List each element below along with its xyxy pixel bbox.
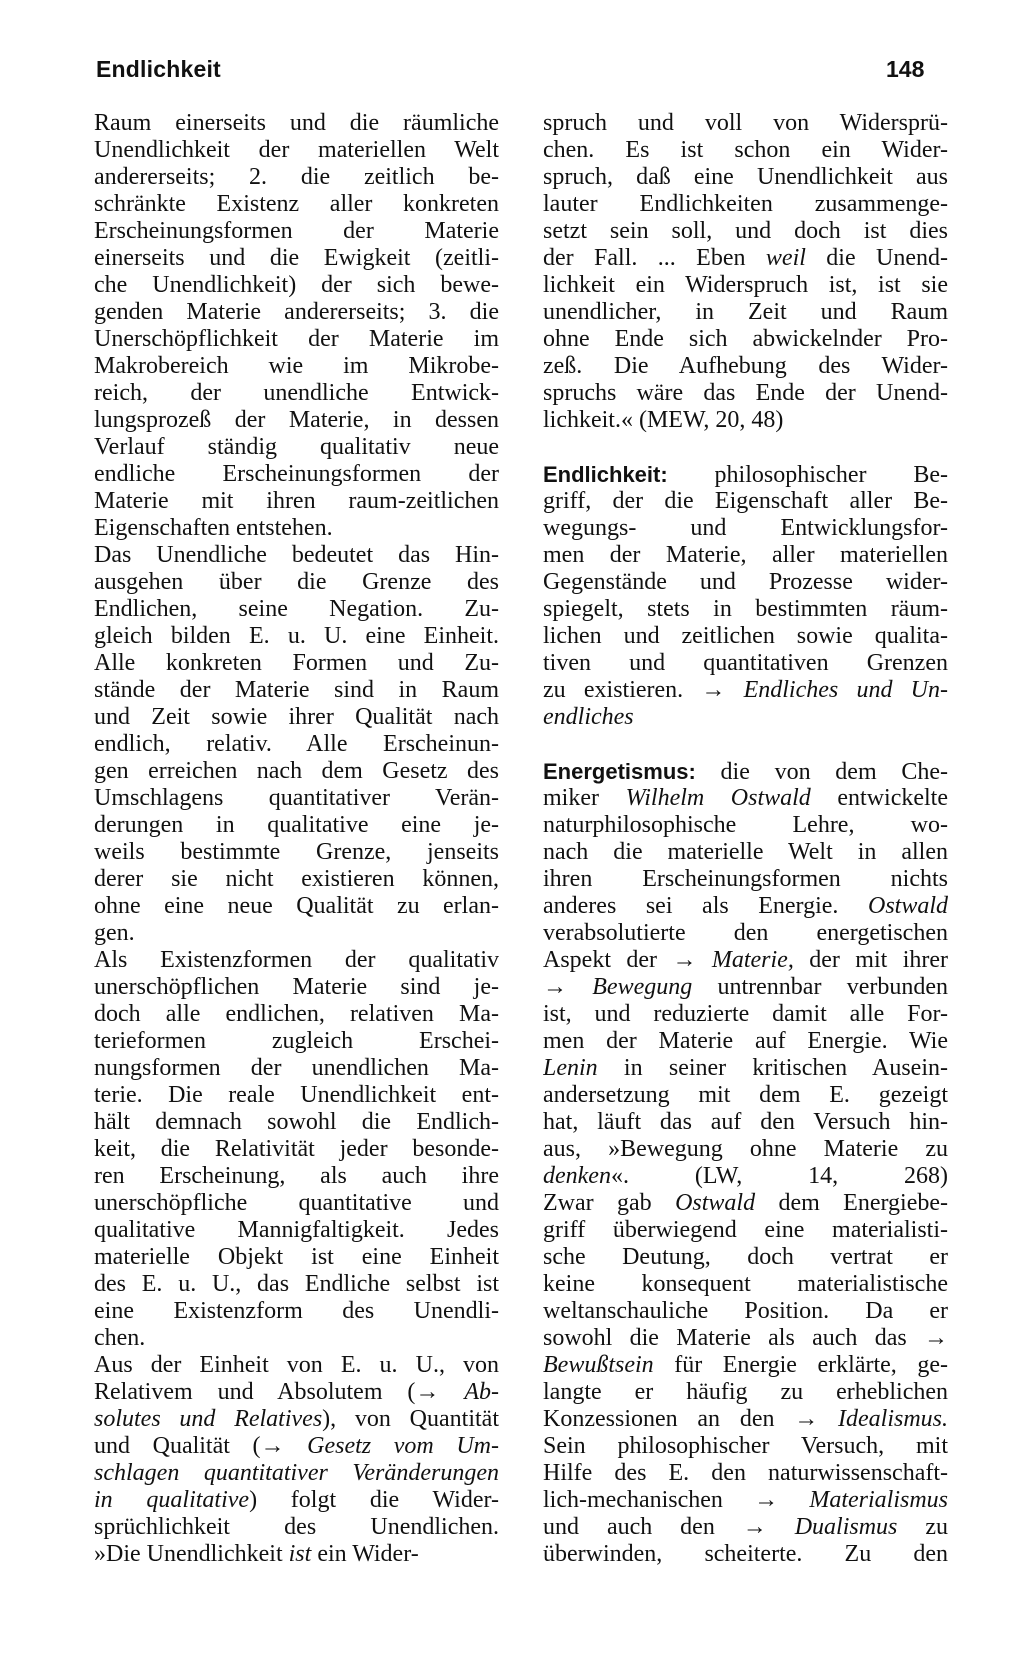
text-line: terie. Die reale Unendlichkeit ent- (94, 1082, 499, 1108)
text-line: miker Wilhelm Ostwald entwickelte (543, 785, 948, 811)
text-line: Materie mit ihren raum-zeitlichen (94, 488, 499, 514)
text-line: keine konsequent materialistische (543, 1271, 948, 1297)
text-line: und Qualität (→ Gesetz vom Um- (94, 1433, 499, 1459)
text-line: einerseits und die Ewigkeit (zeitli- (94, 245, 499, 271)
paragraph-gap (543, 731, 948, 758)
text-line: Makrobereich wie im Mikrobe- (94, 353, 499, 379)
text-line: lichen und zeitlichen sowie qualita- (543, 623, 948, 649)
text-line: wegungs- und Entwicklungsfor- (543, 515, 948, 541)
text-line: endliche Erscheinungsformen der (94, 461, 499, 487)
text-line: Unendlichkeit der materiellen Welt (94, 137, 499, 163)
text-line: Alle konkreten Formen und Zu- (94, 650, 499, 676)
page-number: 148 (886, 56, 925, 82)
text-line: denken«. (LW, 14, 268) (543, 1163, 948, 1189)
text-line: lichkeit ein Widerspruch ist, ist sie (543, 272, 948, 298)
text-line: schlagen quantitativer Veränderungen (94, 1460, 499, 1486)
text-line: unerschöpfliche quantitative und (94, 1190, 499, 1216)
text-line: Gegenstände und Prozesse wider- (543, 569, 948, 595)
text-line: Das Unendliche bedeutet das Hin- (94, 542, 499, 568)
text-line: genden Materie andererseits; 3. die (94, 299, 499, 325)
text-line: hält demnach sowohl die Endlich- (94, 1109, 499, 1135)
text-line: unerschöpflichen Materie sind je- (94, 974, 499, 1000)
text-line: eine Existenzform des Unendli- (94, 1298, 499, 1324)
text-line: Erscheinungsformen der Materie (94, 218, 499, 244)
text-line: unendlicher, in Zeit und Raum (543, 299, 948, 325)
text-line: Zwar gab Ostwald dem Energiebe- (543, 1190, 948, 1216)
text-line: Eigenschaften entstehen. (94, 515, 333, 541)
text-line: men der Materie, aller materiellen (543, 542, 948, 568)
text-line: andererseits; 2. die zeitlich be- (94, 164, 499, 190)
text-line: überwinden, scheiterte. Zu den (543, 1541, 948, 1567)
text-line: endliches (543, 704, 634, 730)
text-line: Endlichen, seine Negation. Zu- (94, 596, 499, 622)
text-line: Bewußtsein für Energie erklärte, ge- (543, 1352, 948, 1378)
text-line: Verlauf ständig qualitativ neue (94, 434, 499, 460)
text-line: hat, läuft das auf den Versuch hin- (543, 1109, 948, 1135)
text-line: ohne eine neue Qualität zu erlan- (94, 893, 499, 919)
text-line: und auch den → Dualismus zu (543, 1514, 948, 1540)
text-line: spruch und voll von Widersprü- (543, 110, 948, 136)
text-line: spruchs wäre das Ende der Unend- (543, 380, 948, 406)
text-line: ist, und reduzierte damit alle For- (543, 1001, 948, 1027)
text-line: ohne Ende sich abwickelnder Pro- (543, 326, 948, 352)
text-line: Lenin in seiner kritischen Ausein- (543, 1055, 948, 1081)
text-line: tiven und quantitativen Grenzen (543, 650, 948, 676)
text-line: griff überwiegend eine materialisti- (543, 1217, 948, 1243)
text-line: lichkeit.« (MEW, 20, 48) (543, 407, 784, 433)
text-line: anderes sei als Energie. Ostwald (543, 893, 948, 919)
text-line: Umschlagens quantitativer Verän- (94, 785, 499, 811)
text-line: sprüchlichkeit des Unendlichen. (94, 1514, 499, 1540)
text-line: lich-mechanischen → Materialismus (543, 1487, 948, 1513)
text-line: weils bestimmte Grenze, jenseits (94, 839, 499, 865)
lemma-heading: Energetismus: (543, 759, 696, 784)
running-head-title: Endlichkeit (96, 56, 221, 82)
text-line: weltanschauliche Position. Da er (543, 1298, 948, 1324)
text-line: che Unendlichkeit) der sich bewe- (94, 272, 499, 298)
lemma-heading: Endlichkeit: (543, 462, 668, 487)
text-line: »Die Unendlichkeit ist ein Wider- (94, 1541, 419, 1567)
text-line: Endlichkeit: philosophischer Be- (543, 462, 948, 488)
text-line: spruch, daß eine Unendlichkeit aus (543, 164, 948, 190)
left-column (94, 110, 499, 1568)
text-line: solutes und Relatives), von Quantität (94, 1406, 499, 1432)
text-line: Hilfe des E. den naturwissenschaft- (543, 1460, 948, 1486)
text-line: → Bewegung untrennbar verbunden (543, 974, 948, 1000)
text-line: lauter Endlichkeiten zusammenge- (543, 191, 948, 217)
text-line: ihren Erscheinungsformen nichts (543, 866, 948, 892)
text-line: naturphilosophische Lehre, wo- (543, 812, 948, 838)
text-line: qualitative Mannigfaltigkeit. Jedes (94, 1217, 499, 1243)
text-line: zu existieren. → Endliches und Un- (543, 677, 948, 703)
text-line: Aus der Einheit von E. u. U., von (94, 1352, 499, 1378)
text-line: Als Existenzformen der qualitativ (94, 947, 499, 973)
text-line: stände der Materie sind in Raum (94, 677, 499, 703)
text-line: andersetzung mit dem E. gezeigt (543, 1082, 948, 1108)
text-line: sowohl die Materie als auch das → (543, 1325, 948, 1351)
text-line: endlich, relativ. Alle Erscheinun- (94, 731, 499, 757)
text-line: und Zeit sowie ihrer Qualität nach (94, 704, 499, 730)
text-line: Raum einerseits und die räumliche (94, 110, 499, 136)
text-line: spiegelt, stets in bestimmten räum- (543, 596, 948, 622)
text-line: ausgehen über die Grenze des (94, 569, 499, 595)
text-line: gleich bilden E. u. U. eine Einheit. (94, 623, 499, 649)
text-line: doch alle endlichen, relativen Ma- (94, 1001, 499, 1027)
text-line: gen erreichen nach dem Gesetz des (94, 758, 499, 784)
text-line: setzt sein soll, und doch ist dies (543, 218, 948, 244)
text-line: griff, der die Eigenschaft aller Be- (543, 488, 948, 514)
text-line: Konzessionen an den → Idealismus. (543, 1406, 948, 1432)
text-line: derer sie nicht existieren können, (94, 866, 499, 892)
text-line: der Fall. ... Eben weil die Unend- (543, 245, 948, 271)
text-line: schränkte Existenz aller konkreten (94, 191, 499, 217)
text-line: Sein philosophischer Versuch, mit (543, 1433, 948, 1459)
text-line: materielle Objekt ist eine Einheit (94, 1244, 499, 1270)
right-column (543, 110, 948, 1568)
text-line: sche Deutung, doch vertrat er (543, 1244, 948, 1270)
text-line: reich, der unendliche Entwick- (94, 380, 499, 406)
paragraph-gap (543, 434, 948, 461)
text-line: verabsolutierte den energetischen (543, 920, 948, 946)
text-line: nungsformen der unendlichen Ma- (94, 1055, 499, 1081)
text-line: gen. (94, 920, 135, 946)
text-line: Unerschöpflichkeit der Materie im (94, 326, 499, 352)
text-line: zeß. Die Aufhebung des Wider- (543, 353, 948, 379)
text-line: aus, »Bewegung ohne Materie zu (543, 1136, 948, 1162)
text-line: nach die materielle Welt in allen (543, 839, 948, 865)
text-line: derungen in qualitative eine je- (94, 812, 499, 838)
text-line: terieformen zugleich Erschei- (94, 1028, 499, 1054)
text-line: langte er häufig zu erheblichen (543, 1379, 948, 1405)
text-line: ren Erscheinung, als auch ihre (94, 1163, 499, 1189)
text-line: chen. Es ist schon ein Wider- (543, 137, 948, 163)
text-line: des E. u. U., das Endliche selbst ist (94, 1271, 499, 1297)
text-line: Relativem und Absolutem (→ Ab- (94, 1379, 499, 1405)
text-line: Energetismus: die von dem Che- (543, 759, 948, 785)
text-line: men der Materie auf Energie. Wie (543, 1028, 948, 1054)
text-line: keit, die Relativität jeder besonde- (94, 1136, 499, 1162)
text-line: chen. (94, 1325, 146, 1351)
text-line: Aspekt der → Materie, der mit ihrer (543, 947, 948, 973)
text-line: in qualitative) folgt die Wider- (94, 1487, 499, 1513)
text-line: lungsprozeß der Materie, in dessen (94, 407, 499, 433)
